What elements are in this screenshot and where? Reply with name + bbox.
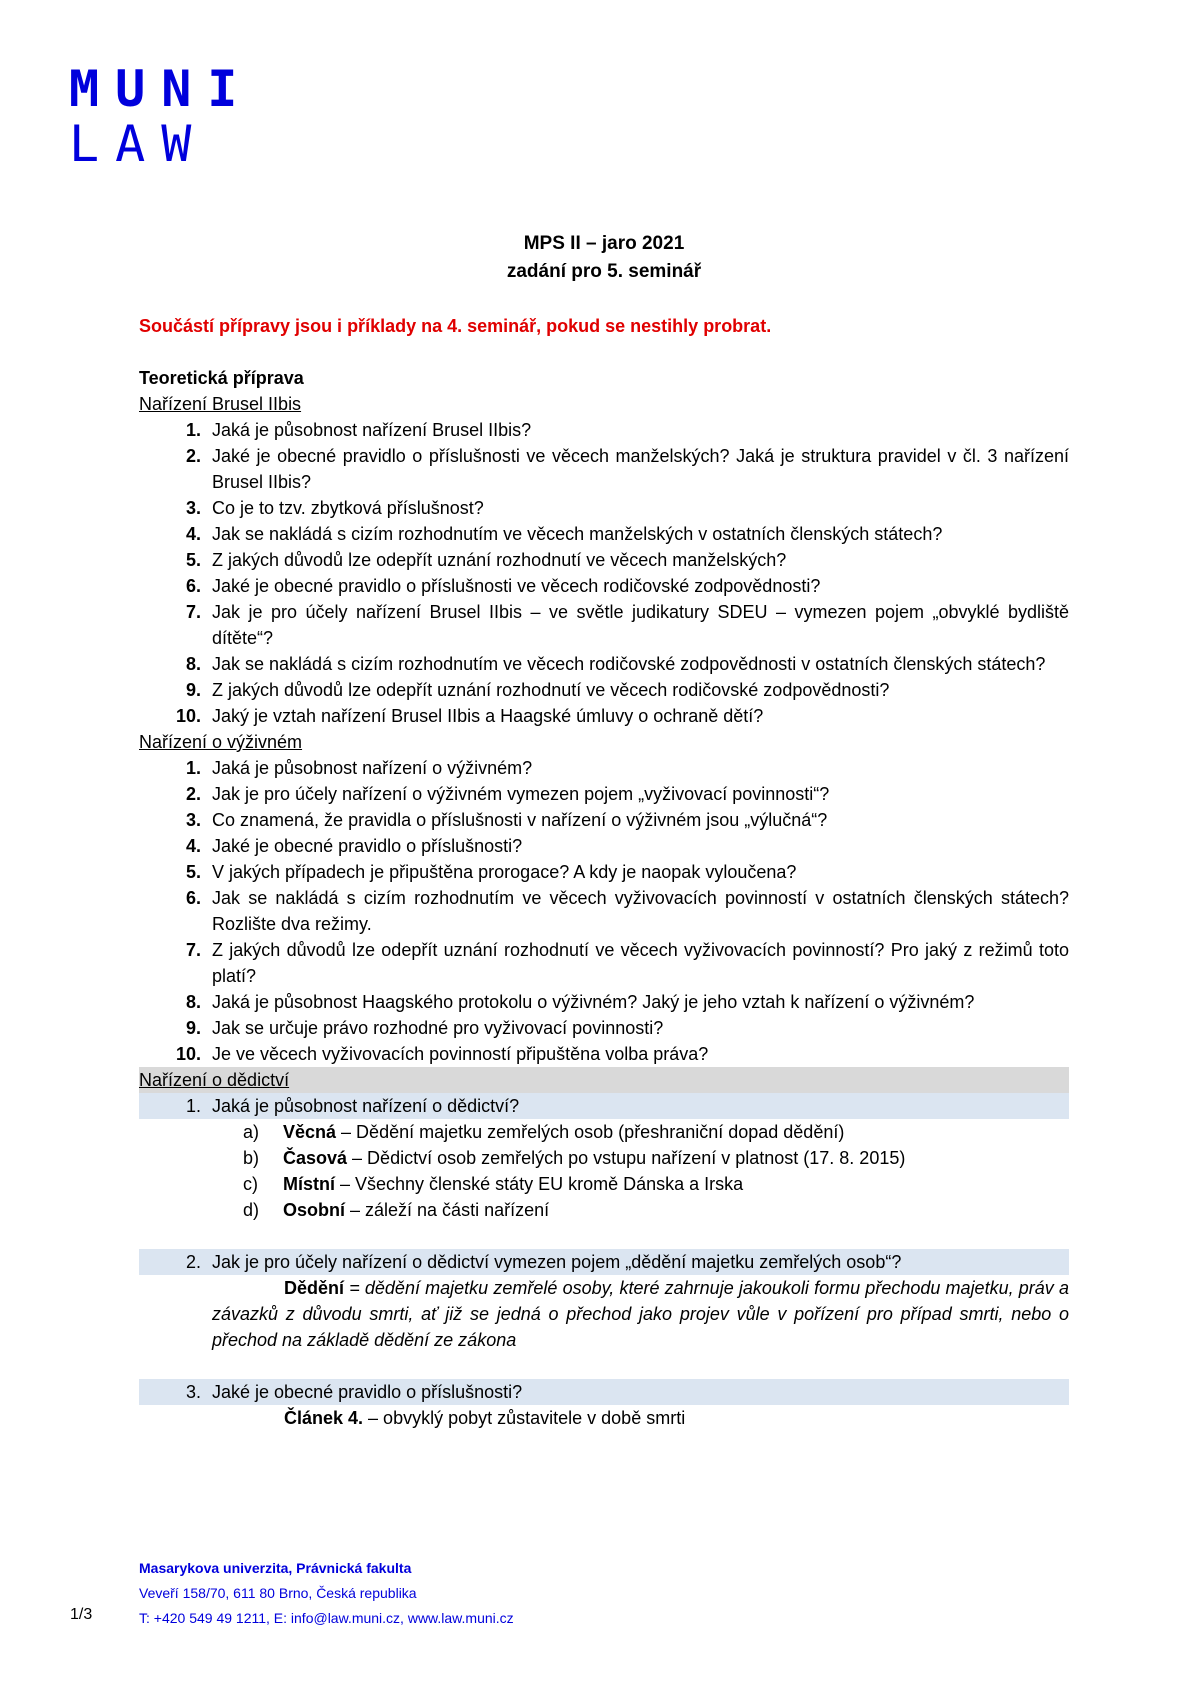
brusel-question-list	[139, 417, 1069, 729]
question-item	[139, 703, 1069, 729]
scope-term: Osobní	[283, 1200, 345, 1220]
scope-text: – záleží na části nařízení	[345, 1200, 550, 1220]
question-number: 6.	[185, 888, 201, 908]
question-item	[139, 599, 1069, 651]
question-text: Z jakých důvodů lze odepřít uznání rozhodnutí ve věcech manželských?	[212, 550, 787, 570]
definition-answer	[139, 1275, 1069, 1353]
question-text: Co je to tzv. zbytková příslušnost?	[212, 498, 484, 518]
question-item	[139, 833, 1069, 859]
question-number: 3.	[185, 1382, 201, 1402]
question-text: Z jakých důvodů lze odepřít uznání rozhodnutí ve věcech rodičovské zodpovědnosti?	[212, 680, 890, 700]
footer-contact: T: +420 549 49 1211, E: info@law.muni.cz, www.law.muni.cz	[139, 1610, 514, 1626]
question-item	[139, 989, 1069, 1015]
question-text: Jaký je vztah nařízení Brusel IIbis a Haagské úmluvy o ochraně dětí?	[212, 706, 764, 726]
spacer	[139, 1223, 1069, 1249]
question-text: Jaká je působnost nařízení o výživném?	[212, 758, 533, 778]
question-text: V jakých případech je připuštěna prorogace? A kdy je naopak vyloučena?	[212, 862, 797, 882]
scope-text: – Všechny členské státy EU kromě Dánska a Irska	[335, 1174, 744, 1194]
question-text: Jaká je působnost nařízení o dědictví?	[212, 1096, 520, 1116]
definition-text: = dědění majetku zemřelé osoby, které zahrnuje jakoukoli formu přechodu majetku, práv a závazků z důvodu smrti, ať již se jedná o přechod jako projev vůle v pořízení pro případ smrti, nebo o přechod na základě dědění ze zákona	[212, 1278, 1069, 1350]
question-text: Je ve věcech vyživovacích povinností připuštěna volba práva?	[212, 1044, 709, 1064]
question-item	[139, 859, 1069, 885]
scope-term: Věcná	[283, 1122, 337, 1142]
dedictvi-question-2	[139, 1249, 1069, 1275]
question-text: Jak je pro účely nařízení Brusel IIbis – ve světle judikatury SDEU – vymezen pojem „obvyklé bydliště dítěte“?	[212, 602, 1069, 648]
question-item	[139, 885, 1069, 937]
scope-item	[243, 1171, 1069, 1197]
question-text: Jak se nakládá s cizím rozhodnutím ve věcech vyživovacích povinností v ostatních členských státech? Rozlište dva režimy.	[212, 888, 1069, 934]
dedictvi-question-3	[139, 1379, 1069, 1405]
question-number: 1.	[185, 420, 201, 440]
article-answer	[139, 1405, 1069, 1431]
question-number: 7.	[185, 940, 201, 960]
question-number: 8.	[185, 992, 201, 1012]
vyzivne-heading: Nařízení o výživném	[139, 732, 303, 752]
question-text: Jak je pro účely nařízení o dědictví vymezen pojem „dědění majetku zemřelých osob“?	[212, 1252, 902, 1272]
question-text: Jaké je obecné pravidlo o příslušnosti ve věcech rodičovské zodpovědnosti?	[212, 576, 821, 596]
scope-sublist	[243, 1119, 1069, 1223]
scope-letter: c)	[243, 1174, 258, 1194]
question-item	[139, 1041, 1069, 1067]
question-number: 5.	[185, 862, 201, 882]
brusel-heading: Nařízení Brusel IIbis	[139, 394, 302, 414]
muni-law-logo	[69, 62, 253, 172]
scope-letter: b)	[243, 1148, 260, 1168]
footer-address: Veveří 158/70, 611 80 Brno, Česká republika	[139, 1585, 417, 1601]
document-title	[139, 230, 1069, 286]
scope-item	[243, 1119, 1069, 1145]
question-number: 7.	[185, 602, 201, 622]
scope-item	[243, 1197, 1069, 1223]
scope-term: Časová	[283, 1148, 348, 1168]
question-number: 3.	[185, 810, 201, 830]
question-text: Jak se určuje právo rozhodné pro vyživovací povinnosti?	[212, 1018, 664, 1038]
page-number: 1/3	[70, 1606, 93, 1623]
logo-line-muni: MUNI	[69, 60, 254, 118]
title-line-2: zadání pro 5. seminář	[506, 261, 702, 282]
question-number: 10.	[175, 706, 201, 726]
question-item	[139, 651, 1069, 677]
question-number: 2.	[185, 1252, 201, 1272]
article-ref: Článek 4.	[284, 1408, 364, 1428]
question-item	[139, 443, 1069, 495]
footer-institution: Masarykova univerzita, Právnická fakulta	[139, 1560, 412, 1576]
question-number: 8.	[185, 654, 201, 674]
scope-letter: d)	[243, 1200, 260, 1220]
warning-note: Součástí přípravy jsou i příklady na 4. seminář, pokud se nestihly probrat.	[139, 316, 772, 336]
document-body	[139, 230, 1069, 1431]
dedictvi-question-1	[139, 1093, 1069, 1119]
question-item	[139, 677, 1069, 703]
question-number: 9.	[185, 680, 201, 700]
section-heading: Teoretická příprava	[139, 368, 304, 388]
question-number: 1.	[185, 758, 201, 778]
question-item	[139, 521, 1069, 547]
question-number: 4.	[185, 836, 201, 856]
vyzivne-question-list	[139, 755, 1069, 1067]
scope-text: – Dědění majetku zemřelých osob (přeshraniční dopad dědění)	[336, 1122, 845, 1142]
question-number: 6.	[185, 576, 201, 596]
question-number: 2.	[185, 784, 201, 804]
scope-text: – Dědictví osob zemřelých po vstupu nařízení v platnost (17. 8. 2015)	[347, 1148, 906, 1168]
question-text: Co znamená, že pravidla o příslušnosti v nařízení o výživném jsou „výlučná“?	[212, 810, 828, 830]
question-text: Jaké je obecné pravidlo o příslušnosti?	[212, 836, 523, 856]
question-item	[139, 781, 1069, 807]
question-item	[139, 573, 1069, 599]
question-text: Jak se nakládá s cizím rozhodnutím ve věcech rodičovské zodpovědnosti v ostatních členských státech?	[212, 654, 1046, 674]
title-line-1: MPS II – jaro 2021	[523, 233, 685, 254]
question-text: Jaká je působnost nařízení Brusel IIbis?	[212, 420, 532, 440]
question-item	[139, 495, 1069, 521]
scope-letter: a)	[243, 1122, 260, 1142]
dedictvi-heading: Nařízení o dědictví	[139, 1067, 1069, 1093]
article-text: – obvyklý pobyt zůstavitele v době smrti	[363, 1408, 686, 1428]
question-item	[139, 937, 1069, 989]
question-number: 9.	[185, 1018, 201, 1038]
scope-item	[243, 1145, 1069, 1171]
question-text: Jaké je obecné pravidlo o příslušnosti ve věcech manželských? Jaká je struktura pravidel v čl. 3 nařízení Brusel IIbis?	[212, 446, 1069, 492]
question-item	[139, 807, 1069, 833]
footer	[139, 1556, 514, 1631]
question-text: Jaké je obecné pravidlo o příslušnosti?	[212, 1382, 523, 1402]
question-number: 1.	[185, 1096, 201, 1116]
definition-term: Dědění	[284, 1278, 345, 1298]
question-item	[139, 417, 1069, 443]
question-item	[139, 1015, 1069, 1041]
question-text: Z jakých důvodů lze odepřít uznání rozhodnutí ve věcech vyživovacích povinností? Pro jaký z režimů toto platí?	[212, 940, 1069, 986]
logo-line-law: LAW	[69, 115, 208, 173]
question-number: 3.	[185, 498, 201, 518]
question-item	[139, 547, 1069, 573]
scope-term: Místní	[283, 1174, 335, 1194]
question-text: Jak je pro účely nařízení o výživném vymezen pojem „vyživovací povinnosti“?	[212, 784, 830, 804]
spacer	[139, 1353, 1069, 1379]
question-number: 10.	[175, 1044, 201, 1064]
question-item	[139, 755, 1069, 781]
question-text: Jak se nakládá s cizím rozhodnutím ve věcech manželských v ostatních členských státech?	[212, 524, 943, 544]
question-number: 5.	[185, 550, 201, 570]
question-text: Jaká je působnost Haagského protokolu o výživném? Jaký je jeho vztah k nařízení o výživném?	[212, 992, 975, 1012]
question-number: 4.	[185, 524, 201, 544]
question-number: 2.	[185, 446, 201, 466]
